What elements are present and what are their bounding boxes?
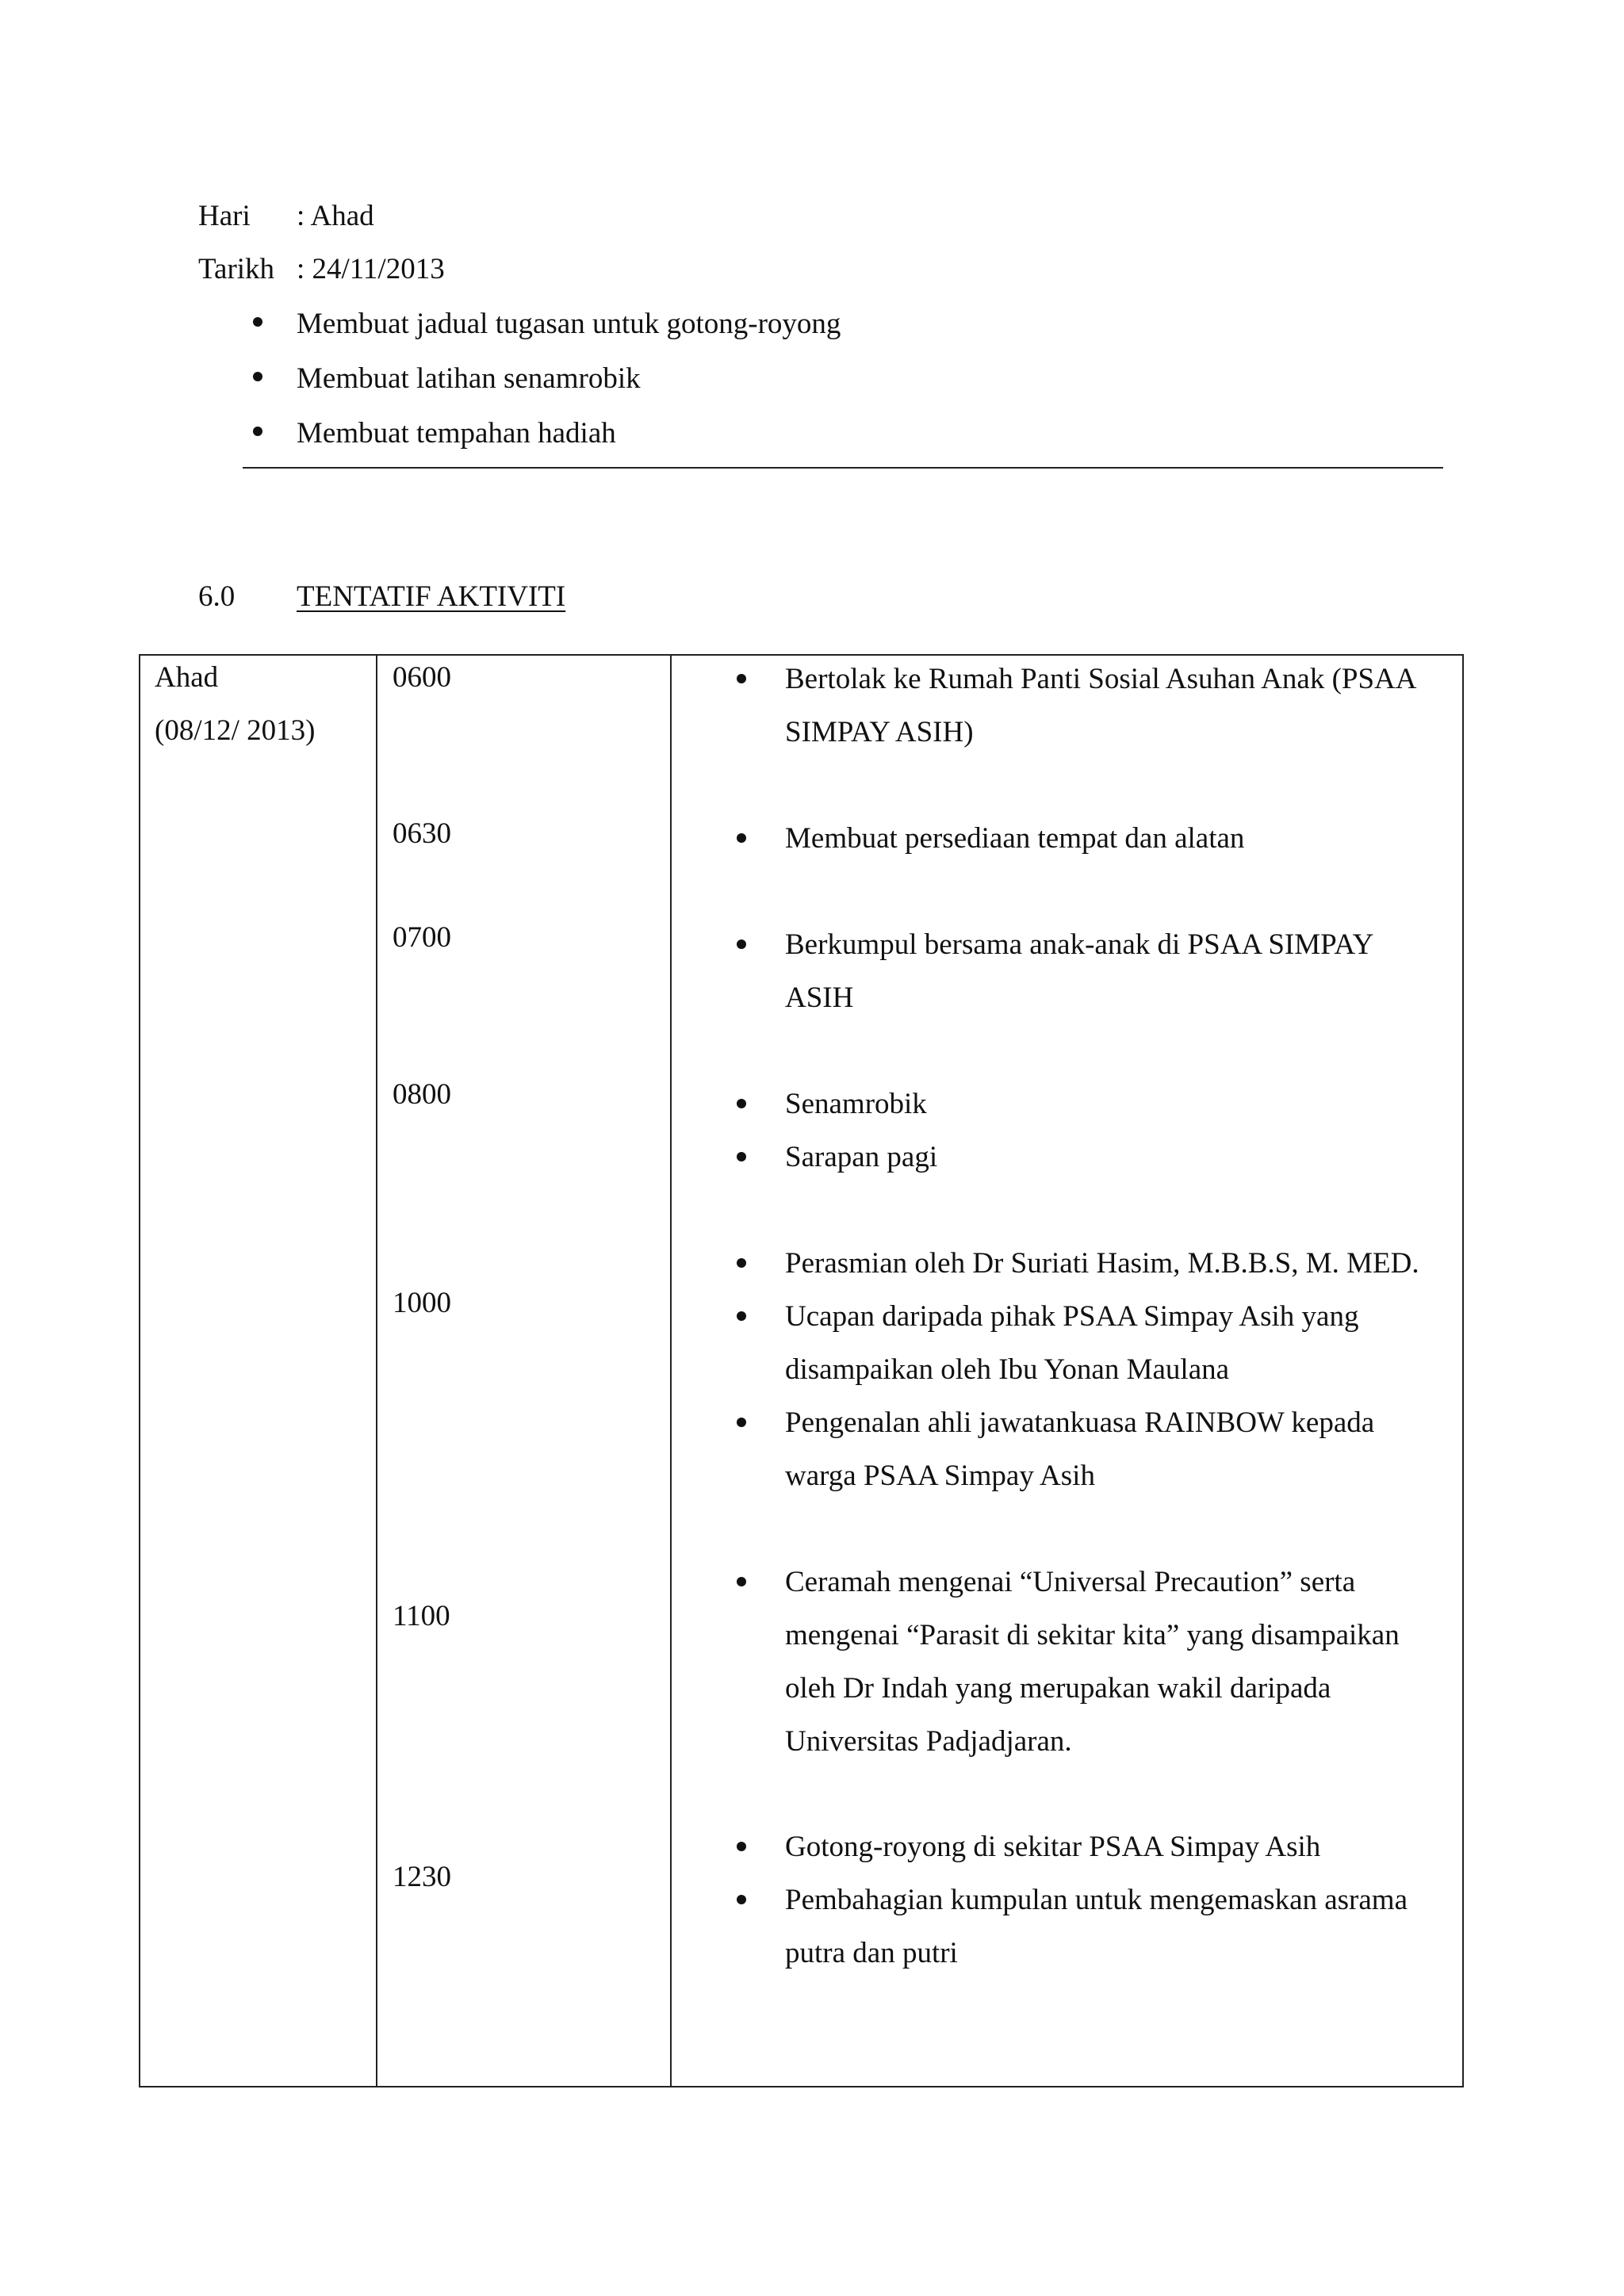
activity-line: Membuat persediaan tempat dan alatan xyxy=(785,822,1245,855)
activity-line: Sarapan pagi xyxy=(785,1141,938,1173)
bullet-icon xyxy=(253,317,262,327)
activity-line: Pembahagian kumpulan untuk mengemaskan asrama xyxy=(785,1884,1408,1916)
bullet-icon xyxy=(737,833,746,843)
activity-line: oleh Dr Indah yang merupakan wakil daripada xyxy=(785,1672,1331,1705)
bullet-icon xyxy=(737,1311,746,1321)
activity-line: Ceramah mengenai “Universal Precaution” serta xyxy=(785,1566,1356,1598)
hari-label: Hari xyxy=(198,200,251,232)
column-divider xyxy=(670,654,672,2087)
time-cell: 1230 xyxy=(393,1861,451,1893)
activity-line: mengenai “Parasit di sekitar kita” yang disampaikan xyxy=(785,1619,1400,1651)
activity-line: Ucapan daripada pihak PSAA Simpay Asih yang xyxy=(785,1300,1359,1333)
time-cell: 0600 xyxy=(393,661,451,694)
task-item: Membuat tempahan hadiah xyxy=(297,417,616,450)
schedule-date: (08/12/ 2013) xyxy=(155,714,316,747)
activity-line: Pengenalan ahli jawatankuasa RAINBOW kepada xyxy=(785,1406,1375,1439)
activity-line: Gotong-royong di sekitar PSAA Simpay Asih xyxy=(785,1831,1321,1863)
activity-line: putra dan putri xyxy=(785,1937,958,1969)
activity-line: warga PSAA Simpay Asih xyxy=(785,1460,1095,1492)
bullet-icon xyxy=(737,1152,746,1161)
bullet-icon xyxy=(737,939,746,949)
activity-line: Perasmian oleh Dr Suriati Hasim, M.B.B.S, M. MED. xyxy=(785,1247,1419,1280)
task-item: Membuat jadual tugasan untuk gotong-royong xyxy=(297,308,841,340)
divider xyxy=(243,467,1443,469)
bullet-icon xyxy=(737,1842,746,1851)
tarikh-value: : 24/11/2013 xyxy=(297,253,445,285)
activity-line: Bertolak ke Rumah Panti Sosial Asuhan Anak (PSAA xyxy=(785,663,1417,695)
activity-line: disampaikan oleh Ibu Yonan Maulana xyxy=(785,1353,1230,1386)
bullet-icon xyxy=(737,1099,746,1108)
bullet-icon xyxy=(737,1895,746,1904)
task-item: Membuat latihan senamrobik xyxy=(297,362,641,395)
activity-line: Universitas Padjadjaran. xyxy=(785,1725,1072,1758)
time-cell: 1000 xyxy=(393,1287,451,1319)
section-number: 6.0 xyxy=(198,580,236,613)
activity-line: SIMPAY ASIH) xyxy=(785,716,974,748)
hari-value: : Ahad xyxy=(297,200,374,232)
bullet-icon xyxy=(253,372,262,381)
bullet-icon xyxy=(737,1418,746,1427)
activity-line: ASIH xyxy=(785,982,854,1014)
bullet-icon xyxy=(253,427,262,436)
section-title: TENTATIF AKTIVITI xyxy=(297,580,566,613)
column-divider xyxy=(376,654,377,2087)
tarikh-label: Tarikh xyxy=(198,253,275,285)
bullet-icon xyxy=(737,674,746,683)
activity-line: Berkumpul bersama anak-anak di PSAA SIMPAY xyxy=(785,928,1374,961)
time-cell: 0800 xyxy=(393,1078,451,1111)
activity-line: Senamrobik xyxy=(785,1088,927,1120)
bullet-icon xyxy=(737,1258,746,1268)
time-cell: 0700 xyxy=(393,921,451,954)
schedule-day: Ahad xyxy=(155,661,219,694)
bullet-icon xyxy=(737,1577,746,1586)
time-cell: 0630 xyxy=(393,817,451,850)
time-cell: 1100 xyxy=(393,1600,450,1632)
